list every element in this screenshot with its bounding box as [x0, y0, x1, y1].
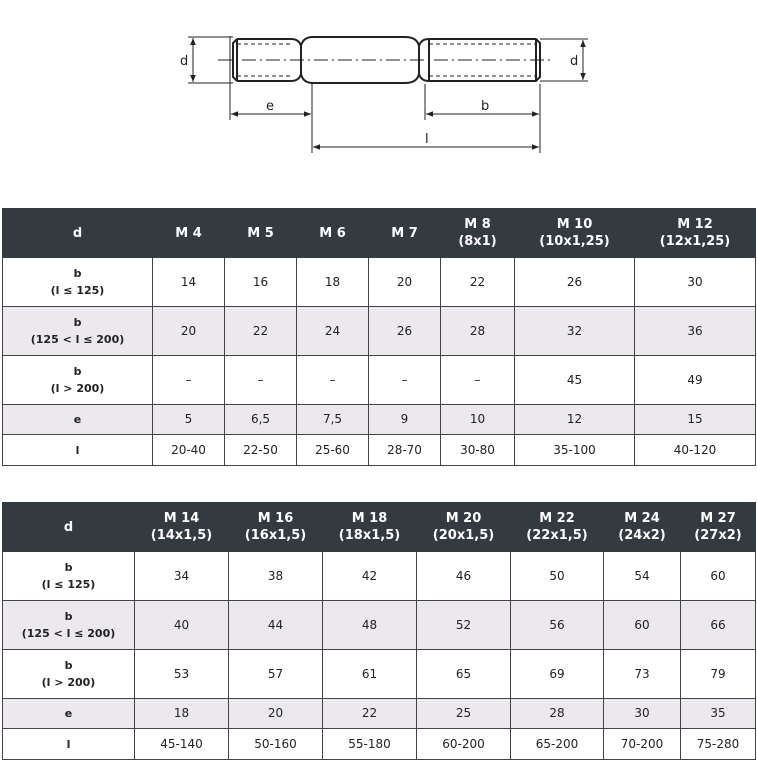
- table-cell: 20: [369, 258, 441, 307]
- row-label: [3, 552, 135, 601]
- table-cell: 48: [323, 601, 417, 650]
- header-size: M 22: [539, 511, 575, 526]
- table-cell: 66: [681, 601, 756, 650]
- table-cell: 22: [323, 699, 417, 729]
- row-label-symbol: b: [64, 610, 73, 623]
- table-cell: 30-80: [441, 435, 515, 466]
- table-cell: 54: [604, 552, 681, 601]
- header-col: [515, 209, 635, 258]
- row-label-condition: (125 < l ≤ 200): [21, 627, 116, 640]
- table-row: [3, 435, 756, 466]
- row-label-symbol: b: [64, 659, 73, 672]
- header-col: [604, 503, 681, 552]
- table-cell: 50: [511, 552, 604, 601]
- dimensions-table-m4-m12: [2, 208, 756, 466]
- table-cell: 28: [441, 307, 515, 356]
- table-cell: 20: [229, 699, 323, 729]
- row-label: [3, 405, 153, 435]
- header-col: [441, 209, 515, 258]
- table-cell: 28-70: [369, 435, 441, 466]
- table-cell: 79: [681, 650, 756, 699]
- header-pitch: (16x1,5): [244, 528, 307, 543]
- header-col: [297, 209, 369, 258]
- row-label: [3, 650, 135, 699]
- table-row: [3, 601, 756, 650]
- header-size: M 27: [700, 511, 736, 526]
- table-cell: –: [441, 356, 515, 405]
- row-label-condition: (l ≤ 125): [50, 284, 105, 297]
- table-row: [3, 552, 756, 601]
- table-cell: 12: [515, 405, 635, 435]
- table-cell: 75-280: [681, 729, 756, 760]
- table-header-row: [3, 503, 756, 552]
- table-row: [3, 699, 756, 729]
- label-l: l: [425, 132, 429, 147]
- table-cell: 35: [681, 699, 756, 729]
- table-row: [3, 650, 756, 699]
- table-cell: –: [153, 356, 225, 405]
- header-pitch: (27x2): [694, 528, 742, 543]
- table-cell: –: [369, 356, 441, 405]
- row-label: [3, 258, 153, 307]
- row-label-condition: (l > 200): [50, 382, 105, 395]
- dimension-d-right: [540, 39, 588, 81]
- header-col: [635, 209, 756, 258]
- header-size: M 18: [351, 511, 388, 526]
- table-cell: 10: [441, 405, 515, 435]
- table-cell: 61: [323, 650, 417, 699]
- header-pitch: (24x2): [618, 528, 666, 543]
- row-label-symbol: l: [75, 443, 80, 457]
- table-row: [3, 729, 756, 760]
- dimensions-table-m14-m27: [2, 502, 756, 760]
- row-label-symbol: e: [64, 707, 73, 720]
- header-size: M 10: [556, 217, 593, 232]
- header-size: M 12: [677, 217, 713, 232]
- header-pitch: (14x1,5): [150, 528, 213, 543]
- header-pitch: (18x1,5): [338, 528, 401, 543]
- table-cell: 46: [417, 552, 511, 601]
- table-cell: 60: [681, 552, 756, 601]
- header-col: [135, 503, 229, 552]
- table-cell: 40-120: [635, 435, 756, 466]
- stud-bolt-diagram: [133, 8, 627, 182]
- table-cell: 49: [635, 356, 756, 405]
- table-cell: 18: [135, 699, 229, 729]
- header-d: d: [3, 503, 135, 552]
- table-cell: 25: [417, 699, 511, 729]
- table-cell: 25-60: [297, 435, 369, 466]
- table-cell: 45: [515, 356, 635, 405]
- table-cell: 73: [604, 650, 681, 699]
- table-row: [3, 356, 756, 405]
- row-label-condition: (125 < l ≤ 200): [30, 333, 125, 346]
- row-label-condition: (l ≤ 125): [41, 578, 96, 591]
- table-cell: 30: [635, 258, 756, 307]
- table-cell: 28: [511, 699, 604, 729]
- table-cell: 42: [323, 552, 417, 601]
- table-cell: 22-50: [225, 435, 297, 466]
- header-pitch: (20x1,5): [432, 528, 495, 543]
- header-size: M 8: [464, 217, 491, 232]
- extension-lines: [230, 84, 540, 153]
- row-label-condition: (l > 200): [41, 676, 96, 689]
- header-size: M 20: [445, 511, 482, 526]
- stud-bolt-drawing: [133, 8, 627, 182]
- row-label-symbol: b: [73, 267, 82, 280]
- table-cell: 60: [604, 601, 681, 650]
- table-cell: 38: [229, 552, 323, 601]
- header-size: M 16: [257, 511, 294, 526]
- table-header-row: [3, 209, 756, 258]
- table-cell: 65: [417, 650, 511, 699]
- table-cell: 45-140: [135, 729, 229, 760]
- header-col: [229, 503, 323, 552]
- header-col: [681, 503, 756, 552]
- table-cell: 22: [225, 307, 297, 356]
- row-label-symbol: b: [73, 365, 82, 378]
- table-cell: 20: [153, 307, 225, 356]
- row-label-symbol: b: [64, 561, 73, 574]
- table-cell: 53: [135, 650, 229, 699]
- table-row: [3, 307, 756, 356]
- header-pitch: (12x1,25): [659, 234, 731, 249]
- row-label: [3, 356, 153, 405]
- table-cell: 7,5: [297, 405, 369, 435]
- table-cell: 32: [515, 307, 635, 356]
- label-d-right: d: [570, 54, 579, 69]
- table-cell: 36: [635, 307, 756, 356]
- table-cell: 69: [511, 650, 604, 699]
- header-col: [417, 503, 511, 552]
- header-size: M 5: [247, 225, 274, 241]
- row-label: [3, 699, 135, 729]
- header-col: [369, 209, 441, 258]
- table-cell: 35-100: [515, 435, 635, 466]
- label-b: b: [481, 99, 490, 114]
- header-col: [225, 209, 297, 258]
- header-col: [323, 503, 417, 552]
- row-label-symbol: b: [73, 316, 82, 329]
- table-cell: 55-180: [323, 729, 417, 760]
- table-cell: 57: [229, 650, 323, 699]
- table-cell: 52: [417, 601, 511, 650]
- row-label-symbol: l: [66, 737, 71, 751]
- header-pitch: (22x1,5): [526, 528, 588, 543]
- label-e: e: [266, 99, 274, 114]
- table-cell: 14: [153, 258, 225, 307]
- table-cell: 56: [511, 601, 604, 650]
- row-label: [3, 601, 135, 650]
- table-cell: 6,5: [225, 405, 297, 435]
- table-cell: 18: [297, 258, 369, 307]
- table-cell: 60-200: [417, 729, 511, 760]
- header-d: d: [3, 209, 153, 258]
- table-cell: 16: [225, 258, 297, 307]
- table-cell: 30: [604, 699, 681, 729]
- table-cell: 70-200: [604, 729, 681, 760]
- table-cell: 26: [369, 307, 441, 356]
- table-cell: 44: [229, 601, 323, 650]
- table-cell: 15: [635, 405, 756, 435]
- table-cell: 40: [135, 601, 229, 650]
- table-cell: –: [297, 356, 369, 405]
- table-cell: 22: [441, 258, 515, 307]
- header-pitch: (10x1,25): [539, 234, 610, 249]
- header-size: M 14: [163, 511, 200, 526]
- header-col: [153, 209, 225, 258]
- row-label: [3, 435, 153, 466]
- label-d-left: d: [180, 54, 189, 69]
- header-size: M 4: [175, 225, 202, 241]
- table-cell: 50-160: [229, 729, 323, 760]
- table-cell: 34: [135, 552, 229, 601]
- row-label: [3, 729, 135, 760]
- table-cell: 20-40: [153, 435, 225, 466]
- table-cell: –: [225, 356, 297, 405]
- header-pitch: (8x1): [458, 234, 497, 249]
- header-col: [511, 503, 604, 552]
- row-label: [3, 307, 153, 356]
- table-cell: 24: [297, 307, 369, 356]
- table-cell: 26: [515, 258, 635, 307]
- table-cell: 9: [369, 405, 441, 435]
- table-cell: 65-200: [511, 729, 604, 760]
- header-size: M 7: [391, 225, 418, 241]
- table-row: [3, 405, 756, 435]
- table-cell: 5: [153, 405, 225, 435]
- table-row: [3, 258, 756, 307]
- row-label-symbol: e: [73, 413, 82, 426]
- header-size: M 24: [624, 511, 660, 526]
- header-size: M 6: [319, 225, 346, 241]
